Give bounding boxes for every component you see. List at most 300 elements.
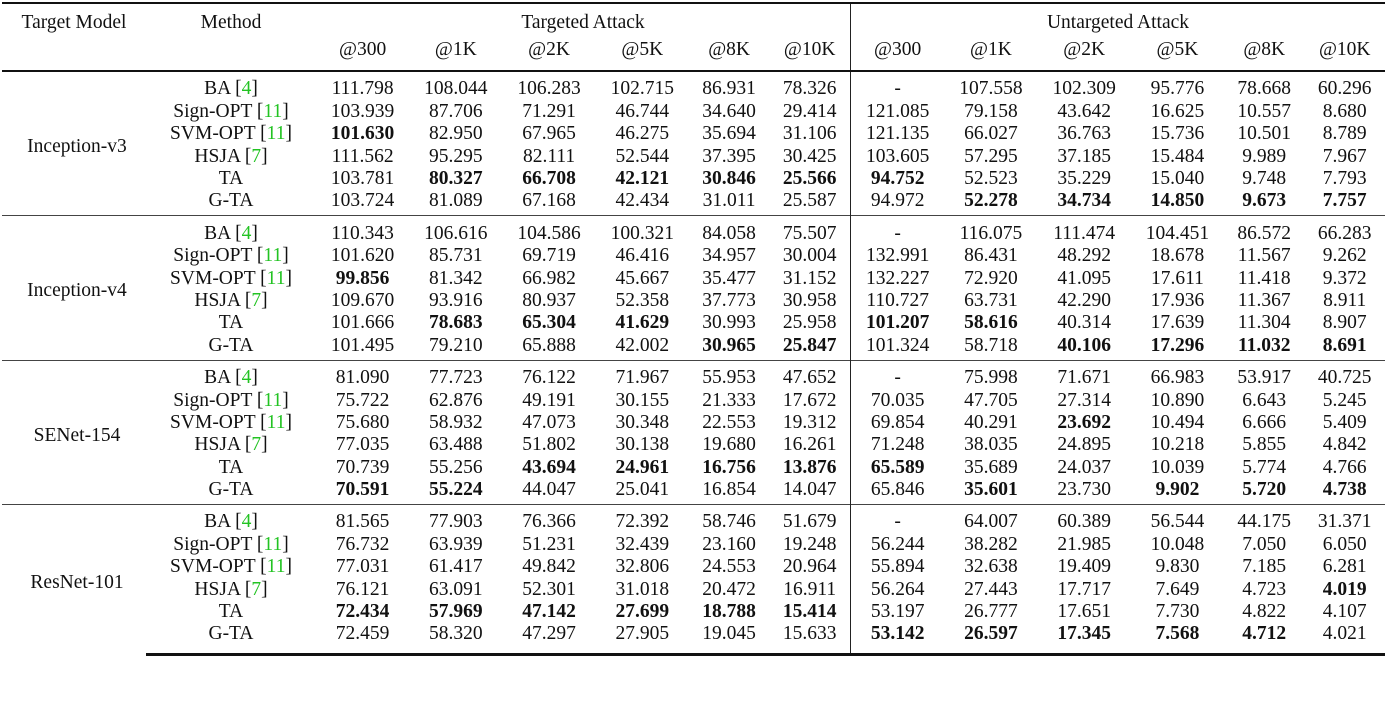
targeted-value-cell: 45.667 [615,267,670,289]
untargeted-value-cell: 23.730 [1057,479,1111,501]
untargeted-value-cell: 40.106 [1057,334,1111,356]
untargeted-value-cell: 14.850 [1150,190,1205,212]
method-name: TA [218,168,244,189]
untargeted-value-cell: 11.418 [1237,267,1291,289]
untargeted-value-cell: 17.936 [1150,289,1205,311]
citation-link[interactable]: 11 [266,411,286,433]
targeted-value-cell: 30.004 [769,245,850,267]
targeted-budget-header: @8K [689,35,769,71]
results-table [2,2,1385,656]
method-name: Sign-OPT [173,100,253,122]
method-cell [146,312,316,334]
targeted-value-cell: 101.666 [330,312,395,334]
untargeted-value-cell: 5.245 [1322,389,1367,411]
targeted-value-cell: 103.781 [330,168,395,189]
method-name: SVM-OPT [170,411,256,433]
untargeted-value-cell: 40.291 [964,411,1018,433]
untargeted-value-cell: 95.776 [1150,78,1205,100]
target-model-cell: Inception-v4 [2,216,146,360]
targeted-value-cell: 76.366 [502,505,595,534]
targeted-value-cell: 85.731 [429,245,483,267]
untargeted-value-cell: - [894,78,901,100]
targeted-budget-header: @2K [502,35,595,71]
method-cell: Sign-OPT [11] [173,389,289,411]
untargeted-value-cell: 56.264 [870,578,925,600]
citation-link[interactable]: 11 [263,245,283,267]
header-untargeted-attack: Untargeted Attack [850,3,1385,35]
untargeted-value-cell: 41.095 [1057,267,1111,289]
method-name: BA [204,367,231,389]
method-cell: SVM-OPT [11] [170,123,292,145]
citation-link[interactable]: 11 [263,533,283,555]
untargeted-value-cell: 8.911 [1323,289,1367,311]
citation-link[interactable]: 11 [263,389,283,411]
untargeted-value-cell: 17.639 [1150,312,1205,334]
targeted-value-cell: 55.256 [429,456,483,478]
targeted-value-cell: 30.155 [615,389,670,411]
untargeted-value-cell: 64.007 [944,505,1037,534]
method-name: HSJA [194,434,240,456]
untargeted-value-cell: 17.611 [1150,267,1204,289]
targeted-value-cell: 101.630 [330,123,395,145]
untargeted-value-cell: 11.032 [1237,334,1291,356]
targeted-value-cell: 34.640 [702,100,756,122]
untargeted-value-cell: 10.557 [1237,100,1292,122]
untargeted-value-cell: 35.689 [964,456,1018,478]
method-cell: BA [4] [146,216,316,245]
untargeted-value-cell: 9.902 [1155,479,1200,501]
targeted-value-cell: 77.035 [335,434,390,456]
targeted-value-cell: 81.565 [316,505,409,534]
untargeted-value-cell: 5.720 [1242,479,1287,501]
untargeted-value-cell: 47.705 [964,389,1018,411]
targeted-value-cell: 57.969 [429,601,483,623]
header-target-model: Target Model [2,3,146,35]
targeted-value-cell: 103.939 [330,100,395,122]
targeted-value-cell: 32.806 [615,556,670,578]
untargeted-value-cell: 4.738 [1322,479,1367,501]
targeted-value-cell: 19.045 [689,623,769,655]
targeted-value-cell: 25.566 [769,168,850,190]
table-row [2,190,1385,216]
targeted-value-cell: 42.121 [615,168,670,189]
targeted-value-cell: 41.629 [615,312,670,334]
targeted-value-cell: 80.327 [429,168,483,189]
method-name: G-TA [208,190,254,212]
targeted-value-cell: 71.291 [522,100,576,122]
citation-link[interactable]: 7 [251,434,262,456]
untargeted-value-cell: 72.920 [964,267,1018,289]
targeted-value-cell: 84.058 [689,216,769,245]
targeted-value-cell: 51.802 [522,434,576,456]
untargeted-value-cell: 24.037 [1057,456,1111,478]
untargeted-value-cell: - [850,360,944,389]
model-group [2,360,1385,504]
untargeted-value-cell: 34.734 [1057,190,1111,212]
method-cell: Sign-OPT [11] [173,245,289,267]
targeted-value-cell: 93.916 [429,289,483,311]
method-name: SVM-OPT [170,267,256,289]
untargeted-value-cell: 132.991 [865,245,930,267]
untargeted-value-cell: 19.409 [1057,556,1111,578]
untargeted-value-cell: 9.673 [1242,190,1287,212]
untargeted-value-cell: 79.158 [964,100,1018,122]
method-cell: BA [4] [204,78,258,100]
targeted-value-cell: 58.320 [409,623,502,655]
citation-link[interactable]: 11 [266,267,286,289]
untargeted-value-cell: 53.197 [870,601,925,623]
targeted-value-cell: 76.121 [335,578,390,600]
citation-link[interactable]: 4 [241,367,252,389]
untargeted-value-cell: 43.642 [1057,100,1111,122]
targeted-value-cell: 63.488 [429,434,483,456]
untargeted-value-cell: 32.638 [964,556,1018,578]
targeted-value-cell: 61.417 [429,556,483,578]
targeted-value-cell: 46.416 [615,245,670,267]
citation-link[interactable]: 11 [266,123,286,145]
targeted-value-cell: 52.544 [615,145,670,167]
untargeted-value-cell: 65.846 [870,479,925,501]
targeted-value-cell: 42.434 [615,190,670,212]
targeted-value-cell: 55.953 [689,360,769,389]
targeted-value-cell: 80.937 [522,289,576,311]
untargeted-value-cell: 63.731 [964,289,1018,311]
targeted-value-cell: 21.333 [702,389,756,411]
citation-link[interactable]: 11 [266,556,286,578]
untargeted-value-cell: 70.035 [870,389,925,411]
untargeted-value-cell: 17.296 [1150,334,1205,356]
table-row [2,360,1385,389]
targeted-value-cell: 62.876 [429,389,483,411]
method-name: HSJA [194,578,240,600]
citation-link[interactable]: 4 [241,222,252,244]
targeted-value-cell: 95.295 [429,145,483,167]
model-group [2,71,1385,216]
targeted-value-cell: 42.002 [615,334,670,356]
targeted-value-cell: 46.275 [615,123,670,145]
untargeted-value-cell: 7.649 [1155,578,1200,600]
untargeted-value-cell: 4.021 [1304,623,1385,655]
targeted-value-cell: 49.842 [522,556,576,578]
untargeted-value-cell: 8.691 [1322,334,1367,356]
table-row [2,290,1385,312]
untargeted-value-cell: 44.175 [1224,505,1304,534]
targeted-value-cell: 20.964 [769,556,850,578]
table-row [2,71,1385,100]
method-name: G-TA [208,479,254,501]
targeted-value-cell: 35.477 [702,267,756,289]
targeted-value-cell: 30.965 [702,334,756,356]
targeted-value-cell: 109.670 [330,289,395,311]
untargeted-value-cell: 104.451 [1131,216,1224,245]
target-model-cell: ResNet-101 [2,505,146,655]
table-row [2,411,1385,433]
targeted-value-cell: 70.591 [335,479,390,501]
targeted-value-cell: 71.967 [596,360,689,389]
targeted-value-cell: 14.047 [769,479,850,505]
untargeted-value-cell: 53.142 [850,623,944,655]
targeted-value-cell: 72.434 [335,601,390,623]
method-cell [146,168,316,190]
untargeted-value-cell: 11.304 [1237,312,1291,334]
targeted-value-cell: 16.756 [702,456,756,478]
targeted-value-cell: 20.472 [702,578,756,600]
untargeted-value-cell: 10.890 [1150,389,1205,411]
citation-link[interactable]: 7 [251,289,262,311]
untargeted-value-cell: 27.314 [1057,389,1111,411]
targeted-value-cell: 76.122 [502,360,595,389]
untargeted-value-cell: 52.278 [964,190,1018,212]
targeted-value-cell: 79.210 [429,334,483,356]
targeted-value-cell: 55.224 [429,479,483,501]
method-cell: HSJA [7] [194,289,268,311]
targeted-value-cell: 63.939 [429,533,483,555]
table-row [2,533,1385,555]
untargeted-value-cell: 57.295 [964,145,1018,167]
method-name: BA [204,511,231,533]
targeted-value-cell: 111.798 [331,78,394,100]
untargeted-value-cell: 5.409 [1322,411,1367,433]
targeted-value-cell: 47.073 [522,411,576,433]
targeted-value-cell: 49.191 [522,389,576,411]
untargeted-value-cell: 7.185 [1242,556,1287,578]
targeted-value-cell: 65.888 [522,334,576,356]
targeted-value-cell: 30.846 [702,168,756,189]
targeted-value-cell: 67.168 [522,190,576,212]
method-cell [146,623,316,655]
table-row [2,601,1385,623]
untargeted-value-cell: 7.730 [1155,601,1200,623]
untargeted-budget-header: @1K [944,35,1037,71]
table-row [2,389,1385,411]
targeted-value-cell: 86.931 [702,78,756,100]
untargeted-value-cell: 78.668 [1237,78,1292,100]
untargeted-value-cell: 103.605 [865,145,930,167]
targeted-value-cell: 16.911 [769,578,850,600]
targeted-value-cell: 43.694 [522,456,576,478]
table-row [2,267,1385,289]
untargeted-value-cell: 65.589 [870,456,925,478]
targeted-value-cell: 82.950 [429,123,483,145]
targeted-value-cell: 51.231 [522,533,576,555]
untargeted-value-cell: 10.494 [1150,411,1205,433]
method-name: TA [218,456,244,478]
untargeted-value-cell: 66.283 [1304,216,1385,245]
untargeted-budget-header: @2K [1038,35,1131,71]
untargeted-value-cell: 24.895 [1057,434,1111,456]
untargeted-budget-header: @8K [1224,35,1304,71]
untargeted-budget-header: @5K [1131,35,1224,71]
targeted-value-cell: 81.090 [316,360,409,389]
method-cell [146,334,316,360]
targeted-value-cell: 108.044 [424,78,488,100]
targeted-value-cell: 47.297 [502,623,595,655]
targeted-value-cell: 72.392 [596,505,689,534]
targeted-value-cell: 24.553 [702,556,756,578]
targeted-value-cell: 81.342 [429,267,483,289]
targeted-value-cell: 75.722 [335,389,390,411]
table-row [2,556,1385,578]
targeted-value-cell: 27.699 [615,601,670,623]
targeted-value-cell: 76.732 [335,533,390,555]
targeted-value-cell: 15.633 [769,623,850,655]
targeted-value-cell: 104.586 [502,216,595,245]
targeted-value-cell: 65.304 [522,312,576,334]
targeted-value-cell: 77.723 [409,360,502,389]
targeted-value-cell: 51.679 [769,505,850,534]
targeted-value-cell: 30.993 [702,312,756,334]
method-name: BA [204,222,231,244]
targeted-value-cell: 34.957 [702,245,756,267]
untargeted-budget-header: @10K [1304,35,1385,71]
untargeted-value-cell: 31.371 [1304,505,1385,534]
untargeted-value-cell: - [850,505,944,534]
targeted-value-cell: 32.439 [615,533,670,555]
untargeted-value-cell: 9.989 [1242,145,1287,167]
untargeted-value-cell: 15.484 [1150,145,1205,167]
method-name: HSJA [194,289,240,311]
untargeted-value-cell: 15.040 [1150,168,1205,189]
targeted-value-cell: 75.507 [769,216,850,245]
method-name: Sign-OPT [173,245,253,267]
untargeted-value-cell: 66.027 [964,123,1018,145]
method-cell: BA [4] [146,360,316,389]
targeted-value-cell: 66.708 [522,168,576,189]
targeted-value-cell: 17.672 [769,389,850,411]
targeted-value-cell: 16.854 [702,479,756,501]
targeted-value-cell: 30.138 [615,434,670,456]
targeted-value-cell: 25.958 [769,312,850,334]
untargeted-value-cell: 101.324 [865,334,930,356]
table-row [2,334,1385,360]
method-cell [146,601,316,623]
citation-link[interactable]: 11 [263,100,283,122]
target-model-cell: SENet-154 [2,360,146,504]
targeted-value-cell: 25.587 [769,190,850,216]
untargeted-value-cell: 60.296 [1317,78,1372,100]
targeted-value-cell: 29.414 [769,100,850,122]
method-name: TA [218,312,244,334]
targeted-value-cell: 77.903 [409,505,502,534]
targeted-value-cell: 63.091 [429,578,483,600]
citation-link[interactable]: 4 [241,78,252,100]
targeted-value-cell: 19.680 [702,434,756,456]
targeted-value-cell: 99.856 [335,267,390,289]
table-row [2,578,1385,600]
header-method: Method [146,3,316,35]
targeted-value-cell: 27.905 [596,623,689,655]
untargeted-value-cell: 102.309 [1052,78,1116,100]
untargeted-value-cell: 11.367 [1237,289,1291,311]
targeted-value-cell: 111.562 [331,145,394,167]
untargeted-value-cell: 38.282 [964,533,1018,555]
untargeted-value-cell: 7.050 [1242,533,1287,555]
targeted-value-cell: 19.312 [769,411,850,433]
untargeted-value-cell: 94.972 [870,190,925,212]
method-cell: Sign-OPT [11] [173,100,289,122]
untargeted-value-cell: 8.789 [1322,123,1367,145]
targeted-value-cell: 58.932 [429,411,483,433]
untargeted-value-cell: 8.907 [1322,312,1367,334]
targeted-value-cell: 67.965 [522,123,576,145]
untargeted-value-cell: 56.544 [1131,505,1224,534]
untargeted-value-cell: 58.718 [964,334,1018,356]
untargeted-value-cell: 27.443 [964,578,1018,600]
untargeted-value-cell: 4.842 [1322,434,1367,456]
untargeted-value-cell: 94.752 [870,168,925,189]
untargeted-value-cell: 75.998 [944,360,1037,389]
untargeted-value-cell: 17.717 [1057,578,1111,600]
table-row [2,168,1385,190]
targeted-budget-header: @1K [409,35,502,71]
untargeted-value-cell: 86.431 [964,245,1018,267]
targeted-value-cell: 78.683 [429,312,483,334]
method-name: BA [204,78,231,100]
method-cell: SVM-OPT [11] [170,267,292,289]
method-name: SVM-OPT [170,556,256,578]
untargeted-value-cell: 4.019 [1322,578,1367,600]
targeted-value-cell: 47.652 [769,360,850,389]
targeted-value-cell: 44.047 [522,479,576,501]
targeted-value-cell: 78.326 [769,71,850,100]
method-name: TA [218,601,244,623]
targeted-value-cell: 19.248 [769,533,850,555]
untargeted-value-cell: 60.389 [1038,505,1131,534]
table-row [2,623,1385,655]
targeted-value-cell: 106.283 [517,78,581,100]
targeted-value-cell: 30.425 [769,145,850,167]
untargeted-value-cell: 9.262 [1322,245,1367,267]
untargeted-value-cell: 9.748 [1242,168,1287,189]
citation-link[interactable]: 7 [251,145,262,167]
model-group [2,216,1385,360]
untargeted-value-cell: 6.643 [1242,389,1287,411]
untargeted-value-cell: 110.727 [866,289,929,311]
citation-link[interactable]: 4 [241,511,252,533]
targeted-value-cell: 52.301 [522,578,576,600]
method-cell: HSJA [7] [194,578,268,600]
targeted-budget-header: @10K [769,35,850,71]
citation-link[interactable]: 7 [251,578,262,600]
model-group [2,505,1385,655]
targeted-value-cell: 100.321 [596,216,689,245]
targeted-value-cell: 72.459 [316,623,409,655]
untargeted-value-cell: 55.894 [870,556,925,578]
untargeted-value-cell: 56.244 [870,533,925,555]
targeted-value-cell: 37.395 [702,145,756,167]
untargeted-value-cell: 42.290 [1057,289,1111,311]
table-row [2,505,1385,534]
targeted-value-cell: 101.495 [330,334,395,356]
untargeted-value-cell: 9.372 [1322,267,1367,289]
untargeted-value-cell: 107.558 [959,78,1023,100]
table-row [2,456,1385,478]
targeted-value-cell: 16.261 [769,434,850,456]
untargeted-value-cell: 17.651 [1057,601,1111,623]
targeted-value-cell: 82.111 [522,145,576,167]
method-name: SVM-OPT [170,123,256,145]
targeted-value-cell: 23.160 [702,533,756,555]
method-cell: SVM-OPT [11] [170,556,292,578]
untargeted-value-cell: 111.474 [1038,216,1131,245]
untargeted-value-cell: 10.048 [1150,533,1205,555]
untargeted-value-cell: 48.292 [1057,245,1111,267]
untargeted-value-cell: 15.736 [1150,123,1205,145]
untargeted-value-cell: 121.085 [865,100,930,122]
targeted-value-cell: 70.739 [335,456,390,478]
untargeted-value-cell: 4.822 [1242,601,1287,623]
untargeted-value-cell: 37.185 [1057,145,1111,167]
